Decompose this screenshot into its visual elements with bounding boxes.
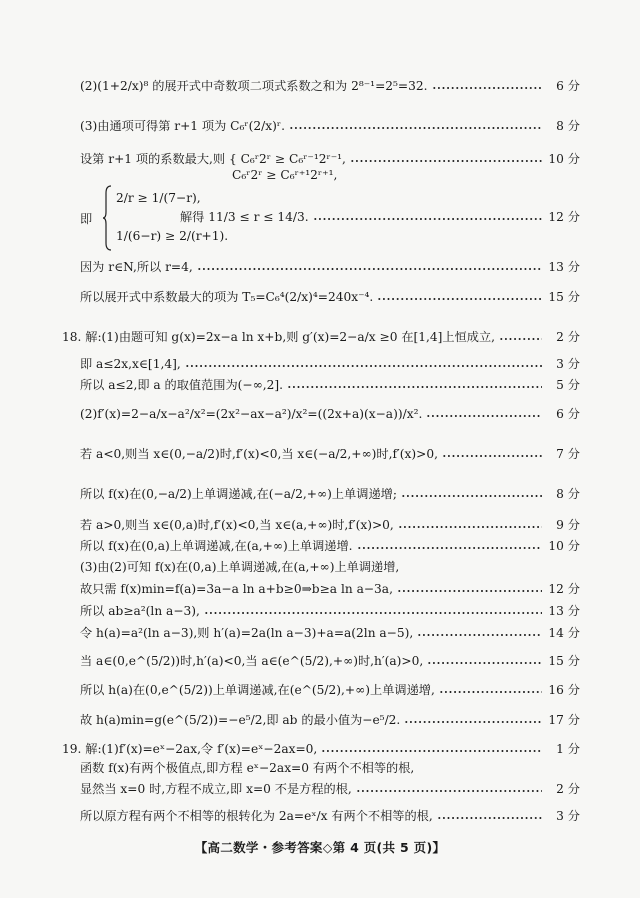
answer-line: 解得 11/3 ≤ r ≤ 14/3. 12 分 [180, 210, 580, 224]
answer-line: 令 h(a)=a²(ln a−3),则 h′(a)=2a(ln a−3)+a=a(2ln a−5), 14 分 [80, 626, 580, 640]
answer-line: 所以 a≤2,即 a 的取值范围为(−∞,2]. 5 分 [80, 378, 580, 392]
answer-line: (2)(1+2/x)⁸ 的展开式中奇数项二项式系数之和为 2⁸⁻¹=2⁵=32. 6 分 [80, 79, 580, 93]
answer-line: 所以 h(a)在(0,e^(5/2))上单调递减,在(e^(5/2),+∞)上单调递增, 16 分 [80, 683, 580, 697]
question-19-start: 19. 解:(1)f′(x)=eˣ−2ax,令 f′(x)=eˣ−2ax=0, 1 分 [62, 742, 580, 756]
system-line-2: 1/(6−r) ≥ 2/(r+1). [116, 229, 229, 243]
answer-line: C₆ʳ2ʳ ≥ C₆ʳ⁺¹2ʳ⁺¹, [232, 168, 338, 182]
answer-line: 当 a∈(0,e^(5/2))时,h′(a)<0,当 a∈(e^(5/2),+∞)时,h′(a)>0, 15 分 [80, 654, 580, 668]
answer-line: 故只需 f(x)min=f(a)=3a−a ln a+b≥0⇒b≥a ln a−3a, 12 分 [80, 582, 580, 596]
system-lead: 即 [80, 212, 93, 226]
answer-line: 若 a>0,则当 x∈(0,a)时,f′(x)<0,当 x∈(a,+∞)时,f′(x)>0, 9 分 [80, 518, 580, 532]
answer-line: 因为 r∈N,所以 r=4, 13 分 [80, 260, 580, 274]
answer-line: (3)由(2)可知 f(x)在(0,a)上单调递减,在(a,+∞)上单调递增, [80, 560, 400, 574]
answer-line: 设第 r+1 项的系数最大,则 { C₆ʳ2ʳ ≥ C₆ʳ⁻¹2ʳ⁻¹, 10 分 [80, 152, 580, 166]
answer-line: 所以 f(x)在(0,−a/2)上单调递减,在(−a/2,+∞)上单调递增; 8 分 [80, 487, 580, 501]
answer-line: 函数 f(x)有两个极值点,即方程 eˣ−2ax=0 有两个不相等的根, [80, 761, 415, 775]
answer-line: 故 h(a)min=g(e^(5/2))=−e⁵/2,即 ab 的最小值为−e⁵/2. 17 分 [80, 713, 580, 727]
answer-line: 即 a≤2x,x∈[1,4], 3 分 [80, 357, 580, 371]
page-footer: 【高二数学・参考答案◇第 4 页(共 5 页)】 [194, 840, 446, 855]
answer-line: 所以 ab≥a²(ln a−3), 13 分 [80, 604, 580, 618]
answer-line: 显然当 x=0 时,方程不成立,即 x=0 不是方程的根, 2 分 [80, 782, 580, 796]
answer-line: (2)f′(x)=2−a/x−a²/x²=(2x²−ax−a²)/x²=((2x+a)(x−a))/x². 6 分 [80, 407, 580, 421]
answer-line: 所以 f(x)在(0,a)上单调递减,在(a,+∞)上单调递增. 10 分 [80, 539, 580, 553]
question-18-start: 18. 解:(1)由题可知 g(x)=2x−a ln x+b,则 g′(x)=2−a/x ≥0 在[1,4]上恒成立, 2 分 [62, 330, 580, 344]
left-brace-icon [102, 185, 112, 251]
answer-line: 所以原方程有两个不相等的根转化为 2a=eˣ/x 有两个不相等的根, 3 分 [80, 809, 580, 823]
system-line-1: 2/r ≥ 1/(7−r), [116, 191, 201, 205]
answer-line: 若 a<0,则当 x∈(0,−a/2)时,f′(x)<0,当 x∈(−a/2,+∞)时,f′(x)>0, 7 分 [80, 447, 580, 461]
answer-line: 所以展开式中系数最大的项为 T₅=C₆⁴(2/x)⁴=240x⁻⁴. 15 分 [80, 290, 580, 304]
answer-line: (3)由通项可得第 r+1 项为 C₆ʳ(2/x)ʳ. 8 分 [80, 119, 580, 133]
